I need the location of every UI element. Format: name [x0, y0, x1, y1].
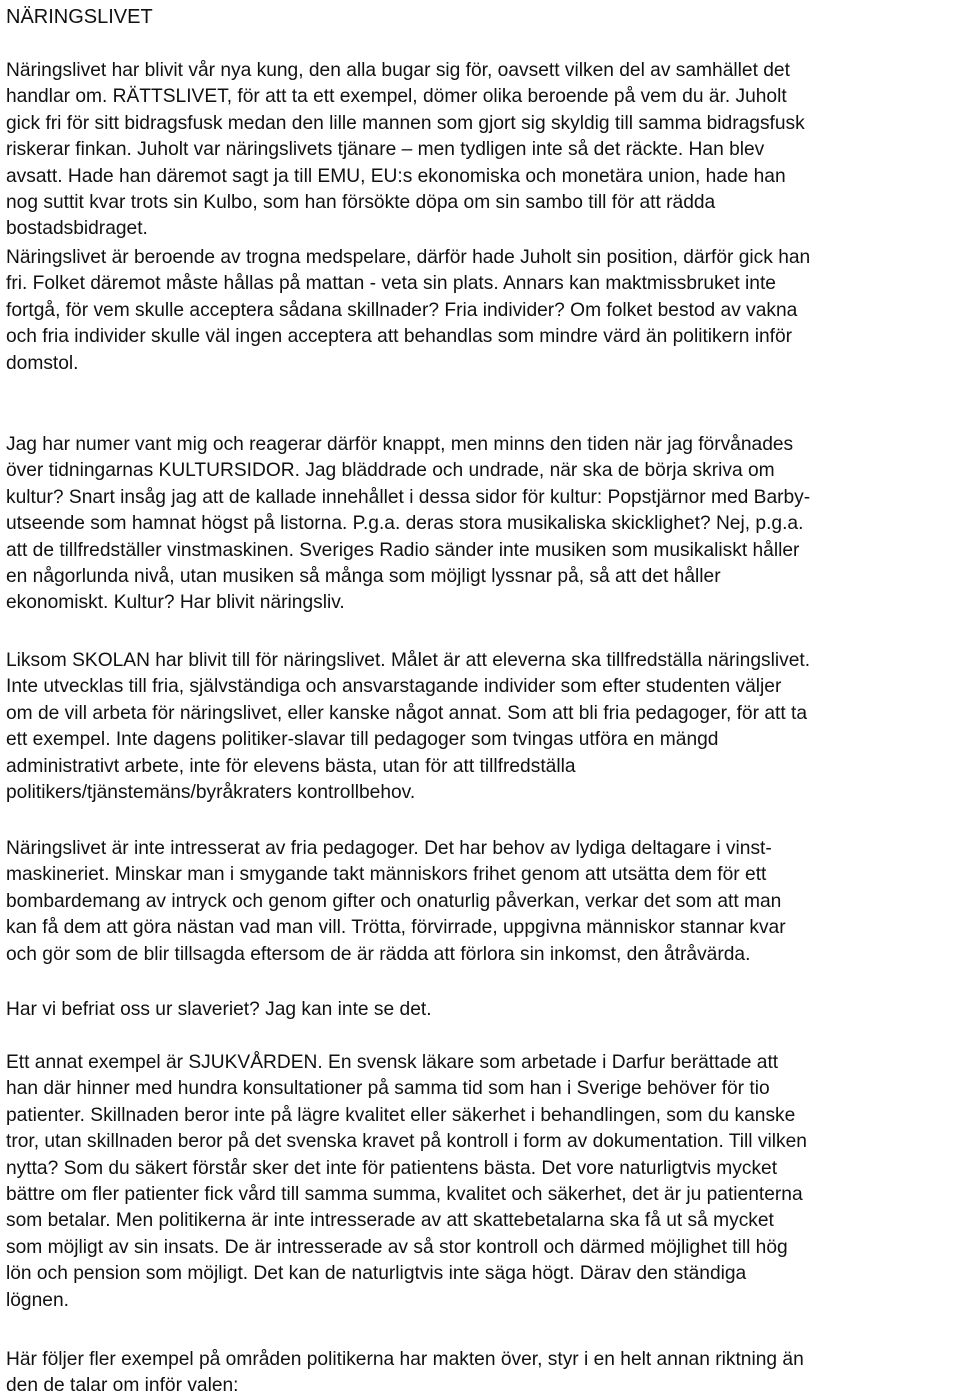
- text-line: bostadsbidraget.: [6, 218, 148, 240]
- text-line: ekonomiskt. Kultur? Har blivit näringsliv.: [6, 592, 345, 614]
- text-line: Näringslivet är inte intresserat av fria pedagoger. Det har behov av lydiga deltagare i vinst-: [6, 838, 772, 859]
- text-line: Har vi befriat oss ur slaveriet? Jag kan inte se det.: [6, 999, 432, 1020]
- paragraph-slaveriet: [6, 997, 432, 1023]
- text-line: en någorlunda nivå, utan musiken så många som möjligt lyssnar på, så att det håller: [6, 565, 721, 587]
- text-line: han där hinner med hundra konsultationer på samma tid som han i Sverige behöver för tio: [6, 1078, 770, 1100]
- text-line: bombardemang av intryck och genom gifter och onaturlig påverkan, verkar det som att man: [6, 890, 782, 912]
- text-line: som betalar. Men politikerna är inte intresserade av att skattebetalarna ska få ut så mycket: [6, 1210, 774, 1232]
- text-line: och gör som de blir tillsagda eftersom de är rädda att förlora sin inkomst, den åtråvärda.: [6, 943, 751, 965]
- text-line: kan få dem att göra nästan vad man vill. Trötta, förvirrade, uppgivna människor stannar kvar: [6, 917, 786, 939]
- paragraph-skolan: [6, 648, 810, 806]
- text-line: patienter. Skillnaden beror inte på lägre kvalitet eller säkerhet i behandlingen, som du kanske: [6, 1104, 796, 1126]
- paragraph-medspelare: [6, 245, 810, 377]
- text-line: lögnen.: [6, 1289, 69, 1311]
- text-line: fortgå, för vem skulle acceptera sådana skillnader? Fria individer? Om folket bestod av vakna: [6, 299, 798, 321]
- text-line: kultur? Snart insåg jag att de kallade innehållet i dessa sidor för kultur: Popstjärnor med Barby-: [6, 486, 811, 508]
- text-line: maskineriet. Minskar man i smygande takt människors frihet genom att utsätta dem för ett: [6, 864, 767, 886]
- text-line: domstol.: [6, 352, 79, 374]
- text-line: tror, utan skillnaden beror på det svenska kravet på kontroll i form av dokumentation. Till vilken: [6, 1131, 807, 1153]
- text-line: politikers/tjänstemäns/byråkraters kontrollbehov.: [6, 781, 416, 803]
- document-title: NÄRINGSLIVET: [6, 6, 153, 28]
- text-line: att de tillfredställer vinstmaskinen. Sveriges Radio sänder inte musiken som musikaliskt håller: [6, 539, 800, 561]
- text-line: Näringslivet är beroende av trogna medspelare, därför hade Juholt sin position, därför gick han: [6, 247, 811, 268]
- text-line: nytta? Som du säkert förstår sker det inte för patientens bästa. Det vore naturligtvis mycket: [6, 1157, 778, 1179]
- paragraph-pedagoger: [6, 836, 786, 968]
- text-line: Jag har numer vant mig och reagerar därför knappt, men minns den tiden när jag förvånades: [6, 434, 794, 455]
- paragraph-fler-exempel: [6, 1347, 804, 1400]
- text-line: nog suttit kvar trots sin Kulbo, som han försökte döpa om sin sambo till för att rädda: [6, 191, 716, 213]
- paragraph-sjukvarden: [6, 1050, 807, 1314]
- text-line: fri. Folket däremot måste hållas på mattan - veta sin plats. Annars kan maktmissbruket inte: [6, 273, 776, 295]
- text-line: utseende som hamnat högst på listorna. P.g.a. deras stora musikaliska skicklighet? Nej, p.g.a.: [6, 513, 804, 535]
- text-line: administrativt arbete, inte för elevens bästa, utan för att tillfredställa: [6, 755, 576, 777]
- paragraph-kultursidor: [6, 432, 810, 617]
- text-line: lön och pension som möjligt. Det kan de naturligtvis inte säga högt. Därav den ständiga: [6, 1263, 747, 1285]
- text-line: gick fri för sitt bidragsfusk medan den lille mannen som gjort sig skyldig till samma bidragsfusk: [6, 112, 805, 134]
- text-line: Liksom SKOLAN har blivit till för näringslivet. Målet är att eleverna ska tillfredställa näringslivet.: [6, 650, 811, 671]
- text-line: Ett annat exempel är SJUKVÅRDEN. En svensk läkare som arbetade i Darfur berättade att: [6, 1052, 779, 1073]
- text-line: Näringslivet har blivit vår nya kung, den alla bugar sig för, oavsett vilken del av samhället det: [6, 60, 790, 81]
- text-line: Här följer fler exempel på områden politikerna har makten över, styr i en helt annan riktning än: [6, 1349, 804, 1370]
- text-line: riskerar finkan. Juholt var näringslivets tjänare – men tydligen inte så det räckte. Han blev: [6, 139, 765, 161]
- text-line: avsatt. Hade han däremot sagt ja till EMU, EU:s ekonomiska och monetära union, hade han: [6, 165, 786, 187]
- text-line: om de vill arbeta för näringslivet, eller kanske något annat. Som att bli fria pedagoger, för att ta: [6, 702, 807, 724]
- text-line: som möjligt av sin insats. De är intresserade av så stor kontroll och därmed möjlighet till hög: [6, 1236, 788, 1258]
- text-line: bättre om fler patienter fick vård till samma summa, kvalitet och säkerhet, det är ju patienterna: [6, 1183, 803, 1205]
- text-line: och fria individer skulle väl ingen acceptera att behandlas som mindre värd än politikern inför: [6, 326, 793, 348]
- text-line: Inte utvecklas till fria, självständiga och ansvarstagande individer som efter studenten väljer: [6, 676, 782, 698]
- text-line: ett exempel. Inte dagens politiker-slavar till pedagoger som tvingas utföra en mängd: [6, 729, 719, 751]
- paragraph-rattslivet: [6, 58, 805, 243]
- text-line: den de talar om inför valen:: [6, 1375, 239, 1397]
- text-line: över tidningarnas KULTURSIDOR. Jag bläddrade och undrade, när ska de börja skriva om: [6, 460, 775, 482]
- text-line: handlar om. RÄTTSLIVET, för att ta ett exempel, dömer olika beroende på vem du är. Juholt: [6, 86, 787, 108]
